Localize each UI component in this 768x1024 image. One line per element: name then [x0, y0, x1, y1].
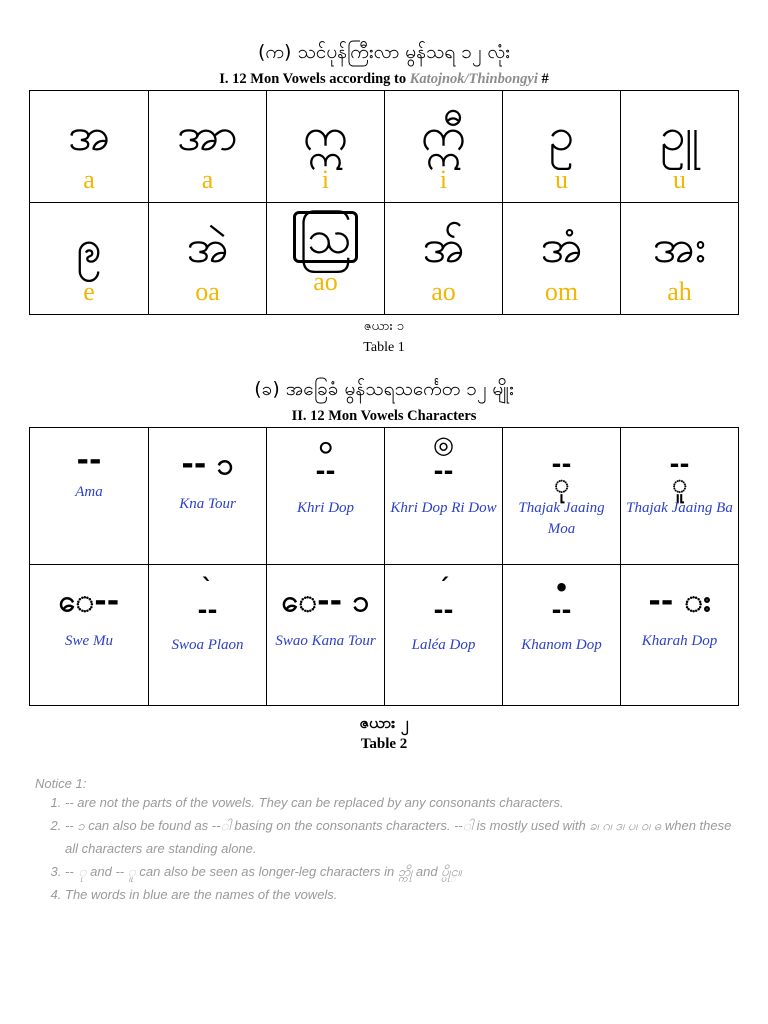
vowel-glyph: အံ	[540, 219, 583, 273]
notice-block	[35, 776, 735, 906]
vowel-characters-table	[29, 427, 739, 706]
character-cell	[503, 565, 621, 706]
vowel-mark: ဝ --	[315, 431, 336, 485]
section1-title-suffix: #	[537, 71, 549, 87]
vowel-cell	[30, 203, 149, 315]
vowel-name: Ama	[75, 484, 103, 500]
vowel-mark: -- ူ	[669, 450, 690, 498]
character-cell	[149, 565, 267, 706]
vowel-mark: --	[76, 443, 102, 478]
section1-title-source: Katojnok/Thinbongyi	[409, 71, 538, 87]
character-cell	[621, 565, 739, 706]
notice-item: 3. -- ု and -- ူ can also be seen as longer-leg characters in ဘ္ကို and ပ္ပိုင္။	[65, 860, 735, 883]
vowel-name: Thajak Jaaing Moa	[518, 500, 605, 537]
vowel-mark: -- ု	[551, 450, 572, 498]
vowel-romanization: i	[321, 165, 330, 194]
vowel-cell	[621, 91, 739, 203]
section1-title-burmese: (က) သင်ပုန်ကြီးလာ မွန်သရ ၁၂ လုံး	[257, 41, 510, 63]
vowel-romanization: om	[544, 277, 579, 306]
section2-title-burmese: (ခ) အခြေခံ မွန်သရသင်္ကေတ ၁၂ မျိုး	[254, 378, 514, 400]
table2-caption: Table 2	[360, 736, 408, 752]
vowel-mark: ေ--	[58, 584, 120, 619]
vowel-name: Khanom Dop	[521, 637, 602, 653]
vowels-row-2	[30, 203, 739, 315]
vowel-cell	[149, 203, 267, 315]
vowel-mark: ˊ --	[433, 574, 454, 624]
vowel-name: Swao Kana Tour	[275, 633, 376, 649]
notice-heading: Notice 1:	[35, 776, 87, 791]
vowel-cell	[267, 91, 385, 203]
vowel-glyph: ဣ	[302, 107, 349, 161]
vowel-cell	[267, 203, 385, 315]
vowel-name: Khri Dop	[296, 500, 355, 516]
vowel-mark: • --	[551, 574, 572, 624]
notice-item: 2. -- ၁ can also be found as --ါ basing on the consonants characters. --ါ is mostly used with ခ၊ ဂ၊ ဒ၊ ပ၊ ဝ၊ ဓ when these all characters are standing alone.	[65, 814, 735, 860]
vowel-romanization: a	[201, 165, 214, 194]
vowel-glyph: အ	[67, 107, 111, 161]
vowel-cell	[149, 91, 267, 203]
vowels-table	[29, 90, 739, 315]
vowel-name: Kharah Dop	[641, 633, 718, 649]
vowel-romanization: ao	[431, 277, 456, 306]
vowel-romanization: ah	[667, 277, 692, 306]
vowel-cell	[503, 91, 621, 203]
vowel-romanization: ao	[313, 267, 338, 296]
table1-caption-burmese: ဇယား ၁	[363, 319, 405, 334]
vowel-glyph-boxed: ဩ	[293, 211, 357, 263]
vowel-romanization: oa	[195, 277, 220, 306]
vowel-mark: -- ၁	[181, 447, 234, 482]
character-cell	[267, 428, 385, 565]
vowel-cell	[385, 203, 503, 315]
character-cell	[385, 428, 503, 565]
characters-row-2	[30, 565, 739, 706]
vowel-glyph: အဲ	[186, 219, 229, 273]
vowel-romanization: i	[439, 165, 448, 194]
vowel-romanization: u	[673, 165, 686, 194]
vowel-name: Swe Mu	[65, 633, 113, 649]
vowel-glyph: ဨ	[76, 219, 102, 273]
section1-title-english	[0, 71, 768, 88]
vowel-glyph	[267, 211, 384, 263]
character-cell	[503, 428, 621, 565]
table1-caption: Table 1	[363, 340, 405, 355]
vowel-name: Kna Tour	[179, 496, 236, 512]
vowel-name: Khri Dop Ri Dow	[390, 500, 497, 516]
table2-caption-burmese: ဇယား ၂	[359, 713, 409, 732]
vowel-glyph: ဣီ	[420, 107, 467, 161]
character-cell	[267, 565, 385, 706]
vowel-cell	[621, 203, 739, 315]
vowel-name: Thajak Jaaing Ba	[626, 500, 733, 516]
character-cell	[30, 428, 149, 565]
notice-list	[35, 791, 735, 906]
vowel-romanization: a	[83, 165, 95, 194]
vowel-mark: ◎ --	[433, 431, 454, 485]
vowel-cell	[30, 91, 149, 203]
vowel-glyph: အ်	[422, 219, 465, 273]
section1-title-prefix: I. 12 Mon Vowels according to	[219, 71, 410, 87]
vowel-glyph: အာ	[176, 107, 239, 161]
vowel-romanization: e	[83, 277, 95, 306]
character-cell	[621, 428, 739, 565]
vowel-cell	[503, 203, 621, 315]
vowel-mark: -- း	[648, 584, 711, 619]
notice-item: 4. The words in blue are the names of the vowels.	[65, 883, 735, 906]
characters-row-1	[30, 428, 739, 565]
character-cell	[30, 565, 149, 706]
vowel-name: Laléa Dop	[411, 637, 476, 653]
vowel-name: Swoa Plaon	[171, 637, 244, 653]
section2-title-english: II. 12 Mon Vowels Characters	[291, 408, 477, 424]
character-cell	[149, 428, 267, 565]
vowel-mark: ေ-- ၁	[281, 584, 370, 619]
vowel-glyph: အး	[652, 219, 707, 273]
notice-item: 1. -- are not the parts of the vowels. They can be replaced by any consonants characters.	[65, 791, 735, 814]
vowels-row-1	[30, 91, 739, 203]
vowel-glyph: ဥ	[548, 107, 575, 161]
character-cell	[385, 565, 503, 706]
vowel-mark: ˋ --	[197, 574, 218, 624]
vowel-romanization: u	[555, 165, 568, 194]
vowel-glyph: ဥူ	[660, 107, 699, 161]
vowel-cell	[385, 91, 503, 203]
